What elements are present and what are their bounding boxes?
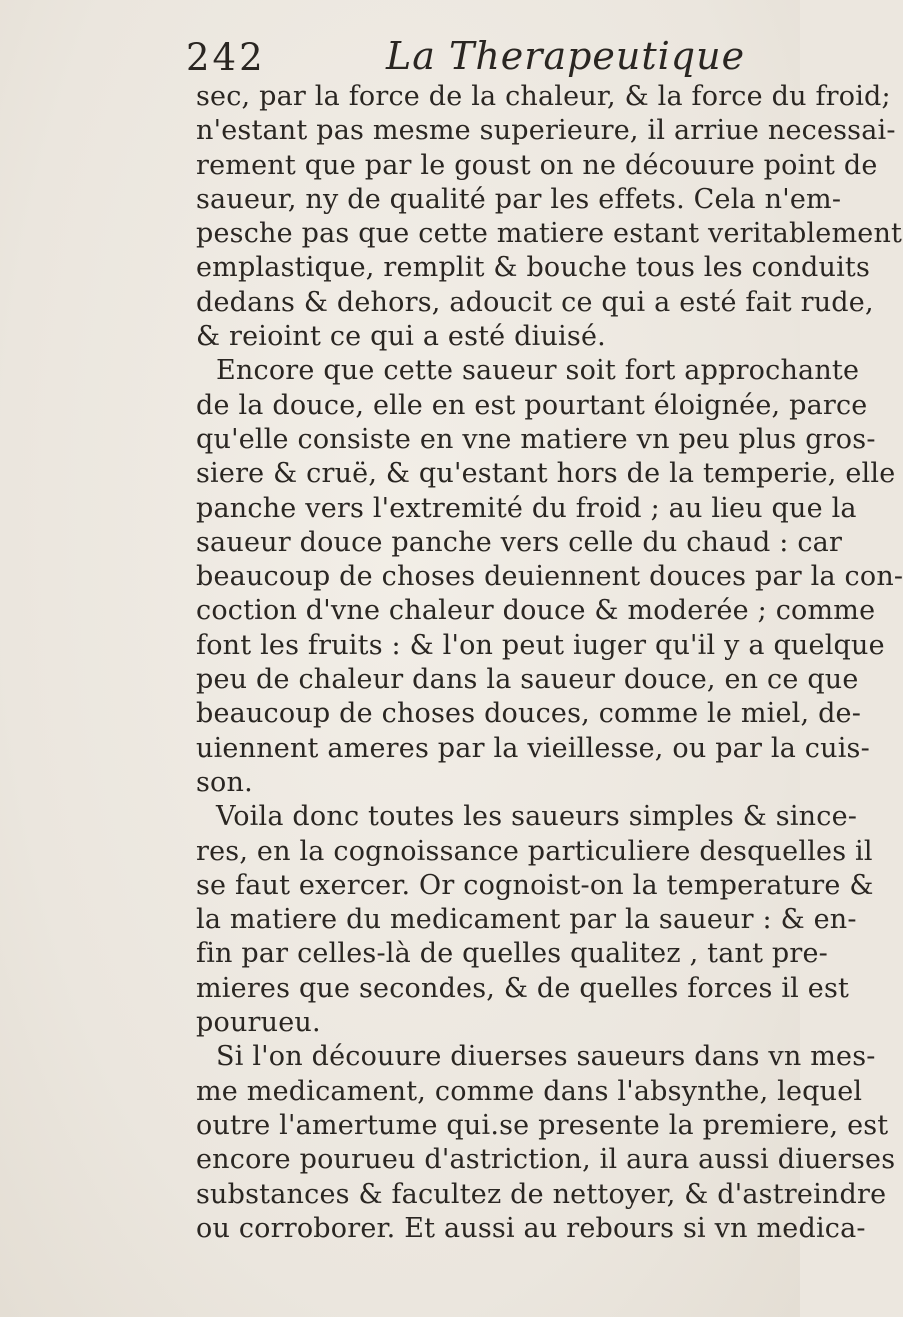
- text-line: Encore que cette saueur soit fort approchante: [216, 355, 860, 387]
- text-line: siere & cruë, & qu'estant hors de la temperie, elle: [196, 458, 896, 490]
- text-line: n'estant pas mesme superieure, il arriue necessai-: [196, 115, 896, 147]
- text-line: Voila donc toutes les saueurs simples & since-: [216, 801, 858, 833]
- text-line: & reioint ce qui a esté diuisé.: [196, 321, 606, 353]
- text-line: mieres que secondes, & de quelles forces il est: [196, 972, 850, 1004]
- text-line: ou corroborer. Et aussi au rebours si vn medica-: [196, 1212, 866, 1244]
- text-line: pesche pas que cette matiere estant veritablement: [196, 218, 903, 250]
- text-line: coction d'vne chaleur douce & moderée ; comme: [196, 595, 876, 627]
- text-line: de la douce, elle en est pourtant éloignée, parce: [196, 389, 868, 421]
- text-line: uiennent ameres par la vieillesse, ou par la cuis-: [196, 732, 870, 764]
- text-line: Si l'on découure diuerses saueurs dans vn mes-: [216, 1041, 876, 1073]
- text-line: pourueu.: [196, 1007, 321, 1039]
- text-line: fin par celles-là de quelles qualitez , tant pre-: [196, 938, 828, 970]
- text-line: res, en la cognoissance particuliere desquelles il: [196, 835, 873, 867]
- text-line: dedans & dehors, adoucit ce qui a esté fait rude,: [196, 286, 874, 318]
- text-line: emplastique, remplit & bouche tous les conduits: [196, 252, 871, 284]
- text-line: rement que par le goust on ne découure point de: [196, 149, 878, 181]
- text-line: substances & facultez de nettoyer, & d'astreindre: [196, 1178, 887, 1210]
- page-header: [0, 36, 800, 86]
- text-line: beaucoup de choses douces, comme le miel, de-: [196, 698, 862, 730]
- page-number: 242: [186, 36, 266, 79]
- text-line: sec, par la force de la chaleur, & la force du froid;: [196, 81, 891, 112]
- text-line: beaucoup de choses deuiennent douces par la con-: [196, 561, 903, 593]
- text-line: saueur douce panche vers celle du chaud : car: [196, 526, 843, 558]
- text-line: font les fruits : & l'on peut iuger qu'il y a quelque: [196, 629, 885, 661]
- text-line: la matiere du medicament par la saueur : & en-: [196, 904, 857, 936]
- text-line: panche vers l'extremité du froid ; au lieu que la: [196, 492, 857, 524]
- text-line: saueur, ny de qualité par les effets. Cela n'em-: [196, 183, 842, 215]
- text-line: outre l'amertume qui.se presente la premiere, est: [196, 1109, 889, 1141]
- text-line: qu'elle consiste en vne matiere vn peu plus gros-: [196, 423, 876, 455]
- text-line: se faut exercer. Or cognoist-on la temperature &: [196, 869, 874, 901]
- text-line: son.: [196, 766, 253, 798]
- running-title: La Therapeutique: [386, 34, 746, 78]
- text-line: me medicament, comme dans l'absynthe, lequel: [196, 1075, 863, 1107]
- text-line: encore pourueu d'astriction, il aura aussi diuerses: [196, 1144, 896, 1176]
- body-text: [196, 80, 903, 1246]
- text-line: peu de chaleur dans la saueur douce, en ce que: [196, 664, 859, 696]
